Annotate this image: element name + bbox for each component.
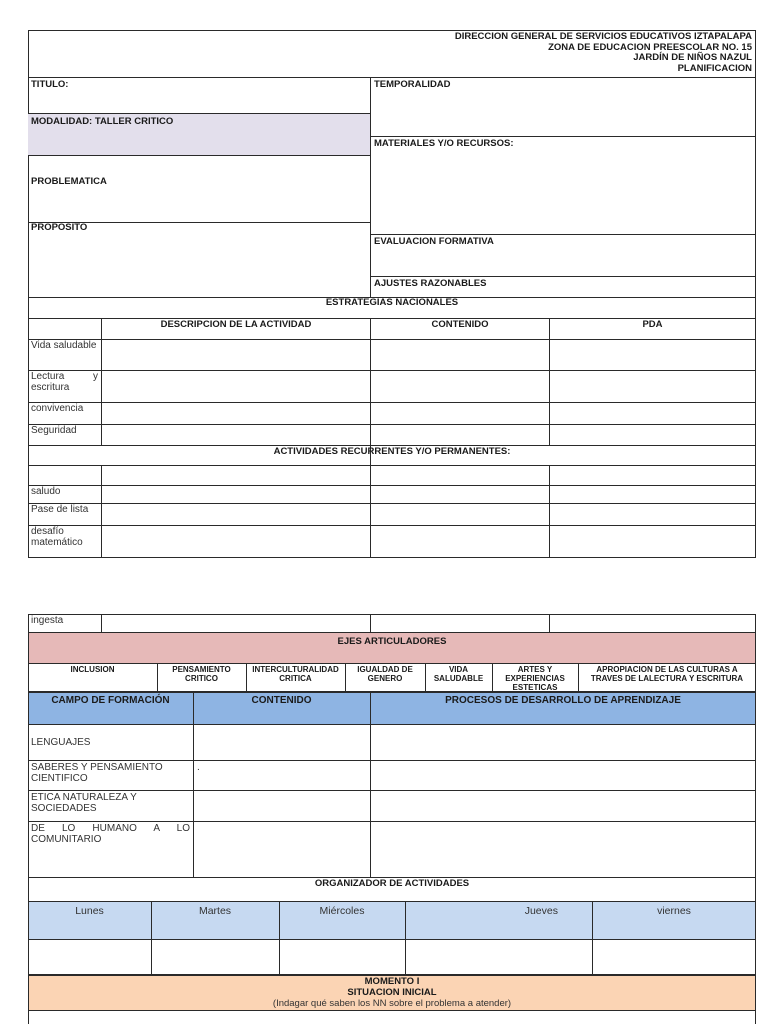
days-empty-row[interactable] bbox=[28, 939, 756, 975]
contenido-dot: . bbox=[197, 762, 200, 773]
day-martes: Martes bbox=[198, 905, 232, 917]
momento-instruction: (Indagar qué saben los NN sobre el problema a atender) bbox=[272, 998, 512, 1009]
estrategias-title: ESTRATEGIAS NACIONALES bbox=[325, 297, 459, 308]
header-line-4: PLANIFICACION bbox=[677, 62, 752, 74]
eje-vida-saludable: VIDA SALUDABLE bbox=[433, 665, 484, 683]
contenido-header: CONTENIDO bbox=[251, 695, 312, 706]
day-viernes: viernes bbox=[657, 905, 691, 917]
estrategia-row-label: Lectura y escritura bbox=[31, 371, 98, 393]
document-header bbox=[28, 30, 756, 78]
day-miercoles: Miércoles bbox=[319, 905, 365, 917]
eje-inclusion: INCLUSION bbox=[70, 665, 115, 674]
ingesta-row bbox=[28, 614, 756, 633]
ingesta-label: ingesta bbox=[31, 615, 64, 626]
estrategia-row-label: Vida saludable bbox=[31, 340, 97, 351]
eje-interculturalidad: INTERCULTURALIDAD CRITICA bbox=[252, 665, 339, 683]
campo-saberes: SABERES Y PENSAMIENTO CIENTIFICO bbox=[31, 762, 163, 784]
col-descripcion-header: DESCRIPCION DE LA ACTIVIDAD bbox=[160, 319, 312, 330]
recurrentes-title: ACTIVIDADES RECURRENTES Y/O PERMANENTES: bbox=[273, 446, 511, 457]
recurrente-row-label: desafío matemático bbox=[31, 526, 83, 548]
proposito-field[interactable]: PROPOSITO bbox=[31, 222, 88, 233]
header-line-2: ZONA DE EDUCACION PREESCOLAR NO. 15 bbox=[548, 41, 752, 53]
modalidad-field[interactable]: MODALIDAD: TALLER CRITICO bbox=[28, 113, 370, 156]
situacion-inicial: SITUACION INICIAL bbox=[347, 987, 437, 998]
header-line-1: DIRECCION GENERAL DE SERVICIOS EDUCATIVOS IZTAPALAPA bbox=[454, 31, 752, 42]
momento-title: MOMENTO I bbox=[364, 976, 420, 987]
recurrente-row-label: saludo bbox=[31, 486, 61, 497]
momento-content-box[interactable] bbox=[28, 1010, 756, 1024]
eje-pensamiento-critico: PENSAMIENTO CRITICO bbox=[172, 665, 231, 683]
day-lunes: Lunes bbox=[75, 905, 104, 917]
eje-artes: ARTES Y EXPERIENCIAS ESTETICAS bbox=[505, 665, 565, 692]
campo-lenguajes: LENGUAJES bbox=[31, 737, 91, 748]
estrategia-row-label: Seguridad bbox=[31, 425, 77, 436]
momento-banner bbox=[28, 975, 756, 1011]
campo-humano-comunitario: DE LO HUMANO A LO COMUNITARIO bbox=[31, 823, 190, 845]
ajustes-field[interactable]: AJUSTES RAZONABLES bbox=[374, 278, 487, 289]
organizador-title: ORGANIZADOR DE ACTIVIDADES bbox=[28, 877, 756, 902]
recurrente-row-label: Pase de lista bbox=[31, 504, 89, 515]
temporalidad-field[interactable]: TEMPORALIDAD bbox=[374, 79, 451, 90]
col-contenido-header: CONTENIDO bbox=[431, 319, 489, 330]
day-jueves: Jueves bbox=[524, 905, 558, 917]
col-pda-header: PDA bbox=[642, 319, 663, 330]
titulo-field[interactable]: TITULO: bbox=[31, 79, 69, 90]
campo-etica: ETICA NATURALEZA Y SOCIEDADES bbox=[31, 792, 137, 814]
campo-formacion-header: CAMPO DE FORMACIÓN bbox=[51, 695, 170, 706]
estrategia-row-label: convivencia bbox=[31, 403, 84, 414]
evaluacion-field[interactable]: EVALUACION FORMATIVA bbox=[374, 236, 494, 247]
header-line-3: JARDÍN DE NIÑOS NAZUL bbox=[633, 52, 752, 63]
ejes-title: EJES ARTICULADORES bbox=[28, 632, 756, 664]
procesos-header: PROCESOS DE DESARROLLO DE APRENDIZAJE bbox=[445, 695, 681, 706]
problematica-field[interactable]: PROBLEMATICA bbox=[31, 176, 107, 187]
eje-igualdad-genero: IGUALDAD DE GENERO bbox=[357, 665, 413, 683]
eje-apropiacion-culturas: APROPIACION DE LAS CULTURAS A TRAVES DE LALECTURA Y ESCRITURA bbox=[590, 665, 744, 683]
materiales-field[interactable]: MATERIALES Y/O RECURSOS: bbox=[374, 138, 514, 149]
